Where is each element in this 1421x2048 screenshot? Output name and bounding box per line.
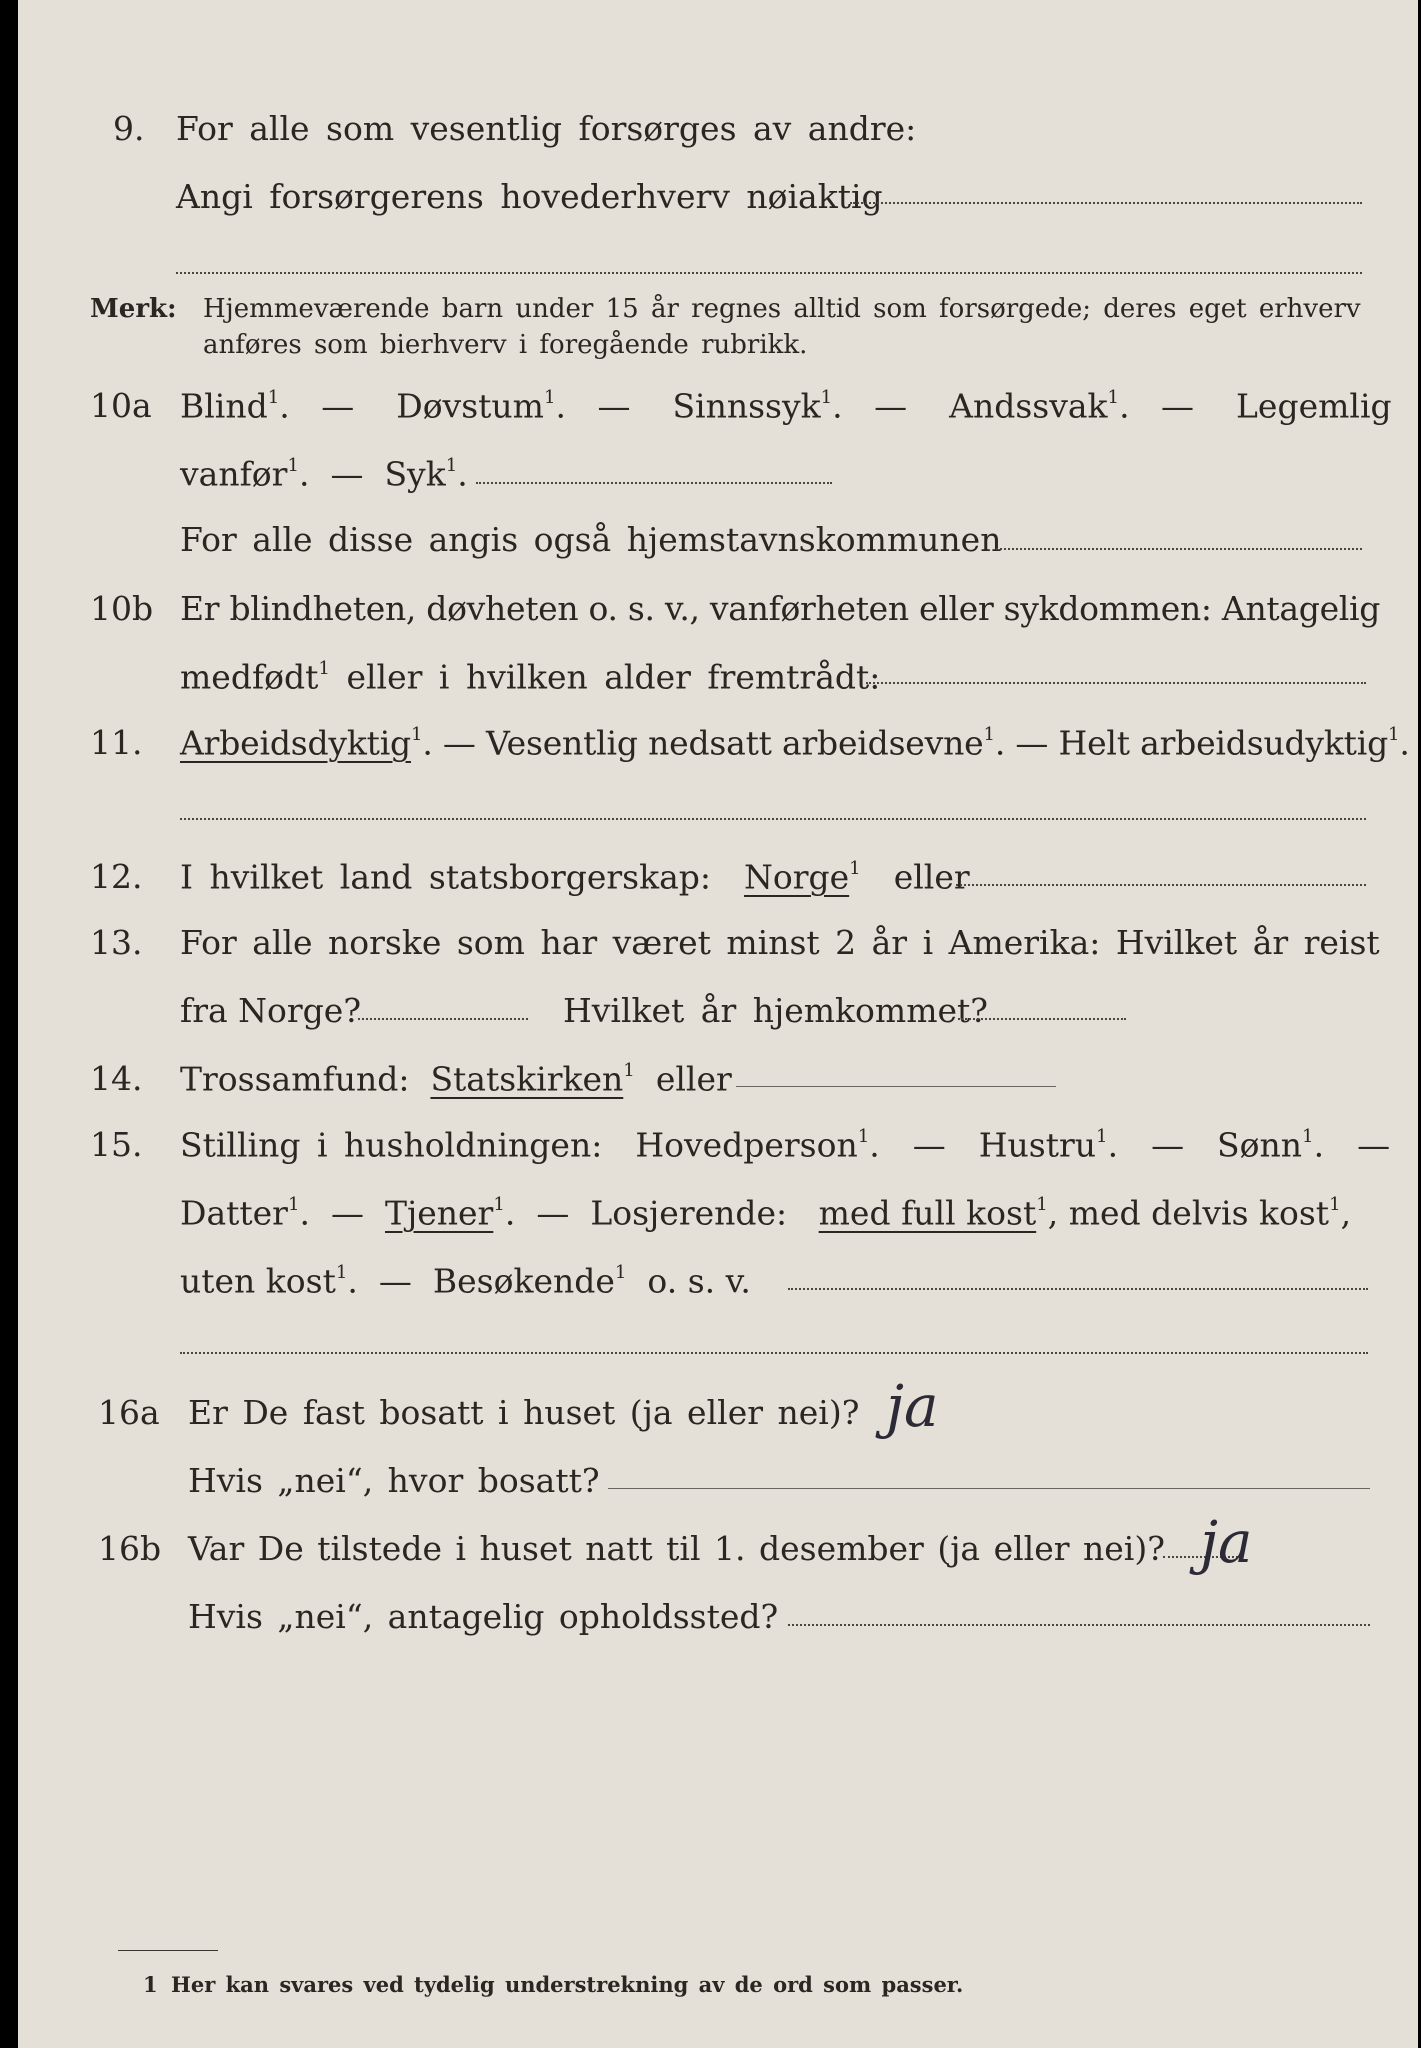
option-hovedperson: Hovedperson: [635, 1125, 858, 1165]
q10a-line1: Blind$^1$. — Døvstum$^1$. — Sinnssyk$^1$. — Andssvak$^1$. — Legemlig: [180, 386, 1392, 426]
option-arbeidsudyktig: Helt arbeidsudyktig: [1058, 723, 1389, 763]
answer-line: [996, 548, 1362, 550]
q16b-line1: Var De tilstede i huset natt til 1. desember (ja eller nei)?: [188, 1529, 1165, 1568]
q16a-line1: Er De fast bosatt i huset (ja eller nei)?: [188, 1393, 860, 1432]
question-number: 16a: [98, 1393, 160, 1432]
answer-line: [180, 1352, 1368, 1354]
answer-line: [358, 1018, 528, 1020]
question-number: 14.: [90, 1059, 143, 1098]
q10b-line1: Er blindheten, døvheten o. s. v., vanførheten eller sykdommen: Antagelig: [180, 589, 1381, 628]
answer-line: [788, 1624, 1370, 1626]
merk-label: Merk:: [90, 294, 177, 324]
handwritten-answer: ja: [1200, 1508, 1253, 1576]
answer-line: [956, 884, 1366, 886]
q9-line1: For alle som vesentlig forsørges av andre:: [176, 109, 917, 148]
q15-line1: Stilling i husholdningen: Hovedperson$^1$. — Hustru$^1$. — Sønn$^1$. —: [180, 1125, 1391, 1165]
question-number: 9.: [113, 109, 145, 148]
census-form-page: [18, 0, 1418, 2048]
answer-line: [176, 272, 1362, 274]
answer-line: [958, 1018, 1126, 1020]
option-blind: Blind: [180, 386, 268, 426]
q9-line2: Angi forsørgerens hovederhverv nøiaktig: [176, 177, 883, 216]
option-uten-kost: uten kost: [180, 1261, 336, 1301]
question-number: 10b: [90, 589, 154, 628]
merk-line1: Hjemmeværende barn under 15 år regnes alltid som forsørgede; deres eget erhverv: [203, 294, 1361, 324]
option-sinnssyk: Sinnssyk: [672, 386, 821, 426]
q13-fra-norge: fra Norge?: [180, 991, 362, 1030]
q10a-line3: For alle disse angis også hjemstavnskommunen: [180, 520, 1002, 559]
option-datter: Datter: [180, 1193, 288, 1233]
q15-line2: Datter$^1$. — Tjener$^1$. — Losjerende: med full kost$^1$, med delvis kost$^1$,: [180, 1193, 1352, 1233]
q16b-line2: Hvis „nei“, antagelig opholdssted?: [188, 1597, 779, 1636]
footnote-rule: [118, 1950, 218, 1951]
answer-line: [476, 482, 832, 484]
option-andssvak: Andssvak: [949, 386, 1108, 426]
handwritten-answer: ja: [886, 1372, 939, 1440]
q11-line1: Arbeidsdyktig$^1$. — Vesentlig nedsatt arbeidsevne$^1$. — Helt arbeidsudyktig$^1$.: [180, 723, 1410, 763]
question-number: 15.: [90, 1125, 143, 1164]
answer-line: [736, 1086, 1056, 1087]
option-full-kost-selected: med full kost: [818, 1193, 1037, 1233]
question-number: 16b: [98, 1529, 162, 1568]
footnote-mark: 1: [143, 1972, 158, 1997]
option-hustru: Hustru: [978, 1125, 1097, 1165]
q14-line1: Trossamfund: Statskirken$^1$ eller: [180, 1059, 732, 1099]
option-syk: Syk: [384, 454, 446, 494]
option-tjener-selected: Tjener: [384, 1193, 494, 1233]
q13-line1: For alle norske som har været minst 2 år i Amerika: Hvilket år reist: [180, 923, 1380, 962]
option-legemlig: Legemlig: [1236, 386, 1392, 426]
answer-line: [866, 682, 1366, 684]
q10a-line2: vanfør$^1$. — Syk$^1$.: [180, 454, 468, 494]
question-number: 11.: [90, 723, 143, 762]
option-vanfor: vanfør: [180, 454, 288, 494]
option-norge-selected: Norge: [744, 857, 850, 897]
q10b-line2: medfødt$^1$ eller i hvilken alder fremtrådt:: [180, 657, 881, 697]
question-number: 10a: [90, 386, 152, 425]
answer-line: [608, 1488, 1370, 1489]
q16a-line2: Hvis „nei“, hvor bosatt?: [188, 1461, 600, 1500]
answer-line: [850, 202, 1362, 204]
option-statskirken-selected: Statskirken: [430, 1059, 624, 1099]
option-arbeidsdyktig-selected: Arbeidsdyktig: [180, 723, 411, 763]
option-sonn: Sønn: [1217, 1125, 1303, 1165]
q12-line1: I hvilket land statsborgerskap: Norge$^1$ eller: [180, 857, 970, 897]
answer-line: [788, 1288, 1368, 1290]
option-medfodt: medfødt: [180, 657, 319, 697]
option-besokende: Besøkende: [432, 1261, 615, 1301]
footnote-text: Her kan svares ved tydelig understrekning av de ord som passer.: [171, 1972, 964, 1997]
question-number: 12.: [90, 857, 143, 896]
option-nedsatt: Vesentlig nedsatt arbeidsevne: [486, 723, 984, 763]
option-delvis-kost: med delvis kost: [1068, 1193, 1330, 1233]
q15-line3: uten kost$^1$. — Besøkende$^1$ o. s. v.: [180, 1261, 751, 1301]
question-number: 13.: [90, 923, 143, 962]
merk-line2: anføres som bierhverv i foregående rubrikk.: [203, 330, 808, 360]
answer-line: [180, 818, 1366, 820]
q13-hjemkommet: Hvilket år hjemkommet?: [563, 991, 988, 1030]
option-dovstum: Døvstum: [396, 386, 544, 426]
